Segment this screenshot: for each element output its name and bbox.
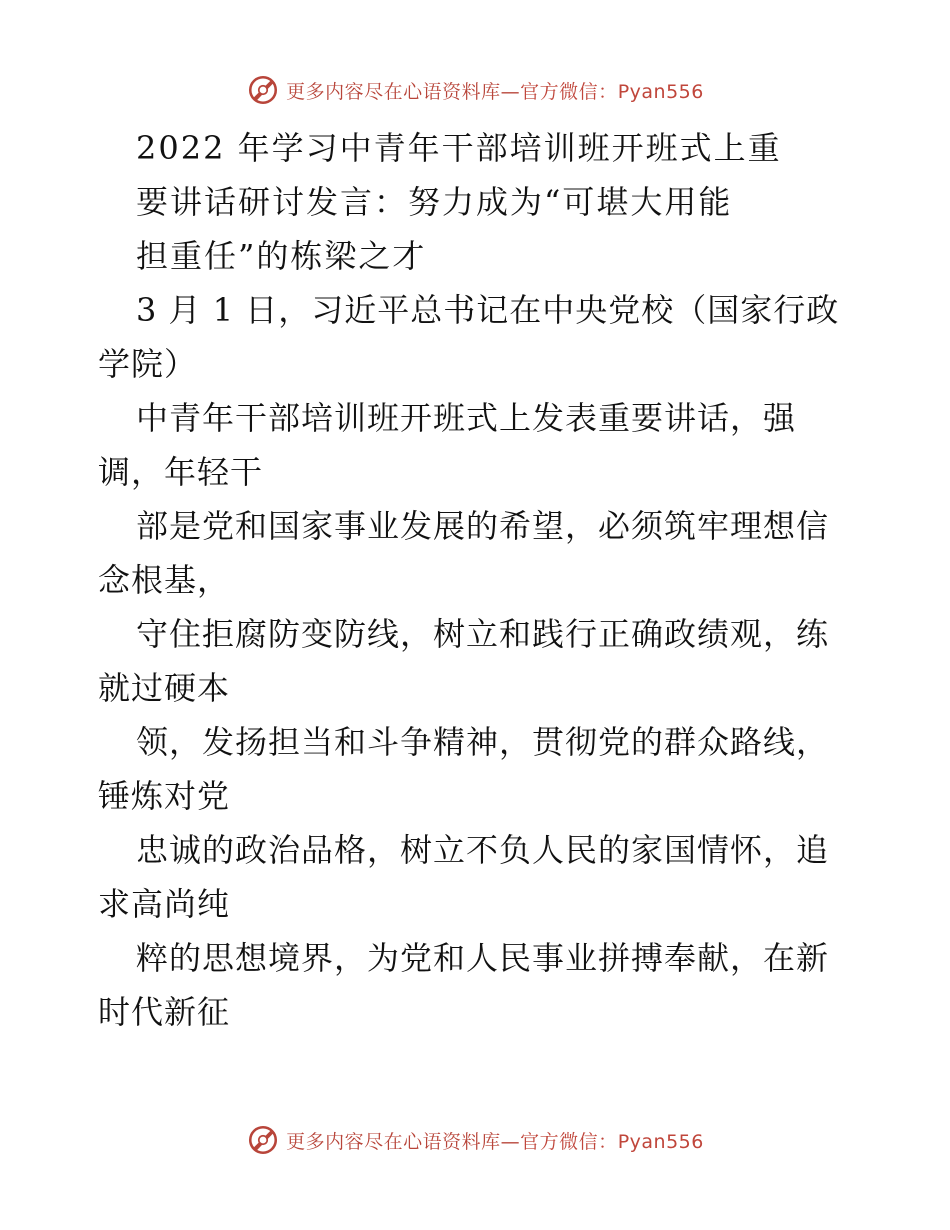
quill-seal-icon <box>246 1123 280 1157</box>
body-line: 部是党和国家事业发展的希望，必须筑牢理想信 <box>136 507 830 545</box>
banner-wechat-label: 官方微信： <box>520 80 618 103</box>
body-line: 求高尚纯 <box>98 885 231 923</box>
body-line: 锤炼对党 <box>98 777 231 815</box>
body-line: 中青年干部培训班开班式上发表重要讲话，强 <box>136 399 797 437</box>
banner-dash: — <box>500 1130 521 1153</box>
banner-dash: — <box>500 80 521 103</box>
title-line: 担重任”的栋梁之才 <box>136 237 427 275</box>
banner-wechat-id: Pyan556 <box>617 1130 704 1153</box>
body-line: 念根基， <box>98 561 231 599</box>
body-line: 3 月 1 日，习近平总书记在中央党校（国家行政 <box>136 291 840 329</box>
quill-seal-icon <box>246 73 280 107</box>
body-line: 忠诚的政治品格，树立不负人民的家国情怀，追 <box>136 831 830 869</box>
body-paragraph <box>98 283 868 1039</box>
body-line: 领，发扬担当和斗争精神，贯彻党的群众路线， <box>136 723 830 761</box>
title-line: 2022 年学习中青年干部培训班开班式上重 <box>136 129 782 167</box>
document-body <box>98 121 868 1039</box>
body-line: 守住拒腐防变防线，树立和践行正确政绩观，练 <box>136 615 830 653</box>
banner-wechat-label: 官方微信： <box>520 1130 618 1153</box>
banner-site-name: 更多内容尽在心语资料库 <box>286 80 501 103</box>
banner-wechat-id: Pyan556 <box>617 80 704 103</box>
document-title <box>98 121 868 283</box>
body-line: 学院） <box>98 345 198 383</box>
body-line: 调，年轻干 <box>98 453 264 491</box>
title-line: 要讲话研讨发言：努力成为“可堪大用能 <box>136 183 733 221</box>
banner-text <box>286 77 704 104</box>
header-watermark-banner <box>0 70 950 110</box>
footer-watermark-banner <box>0 1120 950 1160</box>
banner-text <box>286 1127 704 1154</box>
body-line: 就过硬本 <box>98 669 231 707</box>
body-line: 粹的思想境界，为党和人民事业拼搏奉献，在新 <box>136 939 830 977</box>
banner-site-name: 更多内容尽在心语资料库 <box>286 1130 501 1153</box>
body-line: 时代新征 <box>98 993 231 1031</box>
